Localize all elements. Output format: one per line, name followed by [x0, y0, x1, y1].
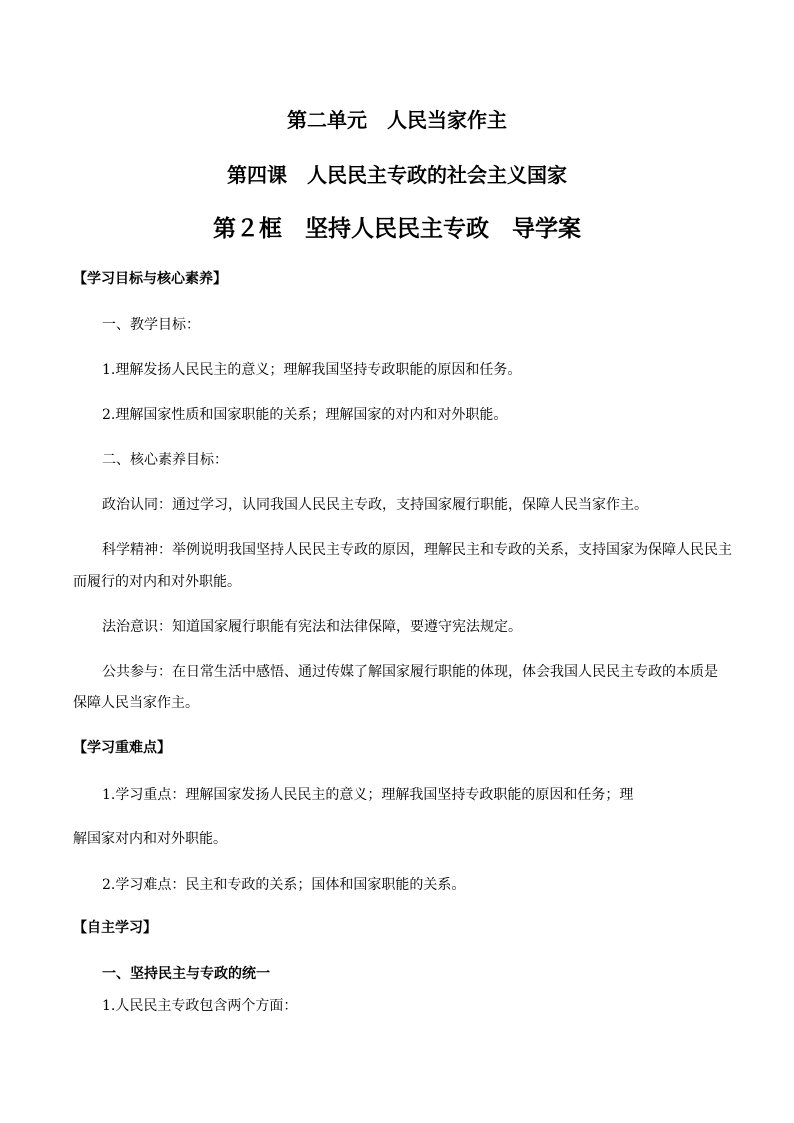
public-participation-goal-line2: 保障人民当家作主。 [73, 695, 199, 711]
political-identity-goal: 政治认同：通过学习，认同我国人民民主专政，支持国家履行职能，保障人民当家作主。 [102, 497, 648, 513]
public-participation-goal-line1: 公共参与：在日常生活中感悟、通过传媒了解国家履行职能的体现，体会我国人民民主专政的本质是 [102, 664, 718, 680]
self-study-section-1: 一、坚持民主与专政的统一 [102, 966, 270, 982]
key-point-1-line2: 解国家对内和对外职能。 [73, 831, 227, 847]
teaching-goals-heading: 一、教学目标： [102, 317, 200, 333]
key-points-heading: 【学习重难点】 [73, 740, 171, 756]
science-spirit-goal-line1: 科学精神：举例说明我国坚持人民民主专政的原因，理解民主和专政的关系，支持国家为保障人民民主 [102, 542, 732, 558]
science-spirit-goal-line2: 而履行的对内和对外职能。 [73, 574, 241, 590]
core-goals-heading: 二、核心素养目标： [102, 452, 228, 468]
key-point-1-line1: 1.学习重点：理解国家发扬人民民主的意义；理解我国坚持专政职能的原因和任务；理 [102, 787, 634, 803]
key-point-2: 2.学习难点：民主和专政的关系；国体和国家职能的关系。 [102, 877, 466, 893]
self-study-heading: 【自主学习】 [73, 920, 157, 936]
lesson-title: 第四课 人民民主专政的社会主义国家 [227, 163, 567, 187]
frame-title: 第２框 坚持人民民主专政 导学案 [213, 215, 581, 242]
rule-of-law-goal: 法治意识：知道国家履行职能有宪法和法律保障，要遵守宪法规定。 [102, 619, 522, 635]
teaching-goal-2: 2.理解国家性质和国家职能的关系；理解国家的对内和对外职能。 [102, 407, 508, 423]
self-study-item-1: 1.人民民主专政包含两个方面： [102, 998, 298, 1014]
unit-title: 第二单元 人民当家作主 [287, 108, 507, 132]
goals-heading: 【学习目标与核心素养】 [73, 271, 227, 287]
teaching-goal-1: 1.理解发扬人民民主的意义；理解我国坚持专政职能的原因和任务。 [102, 362, 522, 378]
